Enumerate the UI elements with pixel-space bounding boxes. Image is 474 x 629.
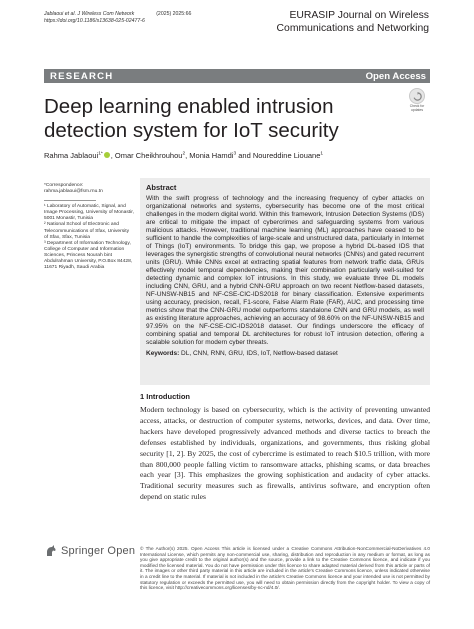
publisher-logo bbox=[44, 544, 135, 558]
keywords-list: DL, CNN, RNN, GRU, IDS, IoT, Netflow-based dataset bbox=[181, 350, 338, 358]
article-type-label: RESEARCH bbox=[50, 71, 114, 82]
author-1-affil: 1* bbox=[98, 151, 103, 157]
check-for-updates-icon bbox=[409, 88, 425, 104]
running-header bbox=[44, 11, 191, 25]
author-2-affil: 2 bbox=[182, 151, 186, 157]
affiliation-2: ² National School of Electronic and Telecommunications of Sfax, University of Sfax, Sfax, Tunisia bbox=[44, 222, 130, 240]
article-type-band bbox=[44, 69, 430, 83]
citation: Jablaoui et al. J Wireless Com Network bbox=[44, 11, 135, 17]
journal-name-line2: Communications and Networking bbox=[276, 22, 429, 34]
journal-name-line1: EURASIP Journal on Wireless bbox=[289, 10, 429, 21]
orcid-icon[interactable] bbox=[104, 152, 110, 158]
keywords-label: Keywords: bbox=[146, 350, 180, 358]
author-list bbox=[44, 151, 323, 160]
affiliation-3: ³ Department of Information Technology, College of Computer and Information Sciences, Princess Nourah bint Abdulrahman University, P.O.Box 84428, 11671 Riyadh, Saudi Arabia bbox=[44, 240, 133, 271]
citation-year: (2025) 2025:66 bbox=[156, 11, 192, 17]
author-3[interactable]: , Monia Hamdi bbox=[185, 151, 234, 160]
springer-horse-icon bbox=[44, 544, 58, 558]
author-2[interactable]: , Omar Cheikhrouhou bbox=[110, 151, 183, 160]
license-text: © The Author(s) 2025. Open Access This article is licensed under a Creative Commons Attribution-NonCommercial-NoDerivatives 4.0 International License, which permits any non-commercial use, sharing, distribution and reproduction in any medium or format, as long as you give appropriate credit to the original author(s) and the source, provide a link to the Creative Commons licence, and indicate if you modified the licensed material. You do not have permission under this licence to share adapted material derived from this article or parts of it. The images or other third party material in this article are included in the article's Creative Commons licence, unless indicated otherwise in a credit line to the material. If material is not included in the article's Creative Commons licence and your intended use is not permitted by statutory regulation or exceeds the permitted use, you will need to obtain permission directly from the copyright holder. To view a copy of this licence, visit http://creativecommons.org/licenses/by-nc-nd/4.0/. bbox=[140, 546, 430, 591]
sidebar-divider bbox=[44, 200, 96, 201]
abstract-heading: Abstract bbox=[146, 183, 177, 192]
author-1[interactable]: Rahma Jablaoui bbox=[44, 151, 99, 160]
doi-link[interactable]: https://doi.org/10.1186/s13638-025-02477-6 bbox=[44, 18, 145, 24]
check-for-updates-badge[interactable] bbox=[406, 88, 428, 113]
abstract-text: With the swift progress of technology and the increasing frequency of cyber attacks on organizational networks and systems, cybersecurity has become one of the most critical challenges in the modern digital world. Within this framework, Intrusion Detection Systems (IDS) are critical to mitigate the impact of cybercrimes and safeguarding systems from various malicious attacks. However, traditional machine learning (ML) approaches have ceased to be sufficient to handle the complexities of large-scale and unstructured data, particularly in Internet of Things (IoT) environments. To bridge this gap, we propose a hybrid DL-based IDS that leverages the synergistic strengths of convolutional neural networks (CNNs) and gated recurrent units (GRU). While CNNs excel at extracting spatial features from network traffic data, GRUs effectively model temporal dependencies, making their combination particularly well-suited for detecting dynamic and complex IoT intrusions. In this study, we evaluate three DL models including CNN, GRU, and a hybrid CNN-GRU approach on two recent Netflow-based datasets, NF-UNSW-NB15 and NF-CSE-CIC-IDS2018 for binary classification. Extensive experiments using accuracy, precision, recall, F1-score, False Alarm Rate (FAR), AUC, and processing time metrics show that the CNN-GRU model outperforms standalone CNN and GRU models, as well as existing literature approaches, achieving an accuracy of 98.60% on the NF-UNSW-NB15 and 97.95% on the NF-CSE-CIC-IDS2018 dataset. Our findings underscore the efficacy of combining spatial and temporal DL architectures for robust IoT intrusion detection, offering a scalable solution for modern cyber threats. bbox=[146, 195, 424, 347]
author-3-affil: 3 bbox=[233, 151, 237, 157]
keywords bbox=[146, 350, 424, 358]
author-4[interactable]: and Noureddine Liouane bbox=[236, 151, 321, 160]
article-title: Deep learning enabled intrusion detection system for IoT security bbox=[44, 95, 339, 142]
publisher-name: Springer Open bbox=[61, 545, 136, 557]
introduction-text: Modern technology is based on cybersecurity, which is the activity of preventing unwanted access, attacks, or destruction of computer systems, networks, devices, and data. Over time, hackers have developed progressively advanced methods and diverse tactics to breach the defenses established by individuals, organizations, and governments, thus risking global security [1, 2]. By 2025, the cost of cybercrime is estimated to reach $10.5 trillion, with more than 800,000 people falling victim to ransomware attacks, phishing scams, or data breaches each year [3]. This emphasizes the growing sophistication and audacity of cyber attacks. Traditional security measures such as firewalls, antivirus software, and encryption often depend on static rules bbox=[140, 405, 430, 502]
correspondence-email[interactable]: rahma.jablaoui@fsm.rnu.tn bbox=[44, 189, 103, 195]
author-4-affil: 1 bbox=[320, 151, 324, 157]
journal-name bbox=[229, 10, 429, 35]
affiliation-1: ¹ Laboratory of Automatic, Signal, and Image Processing, University of Monastir, 5001 Monastir, Tunisia bbox=[44, 204, 134, 222]
affiliations-sidebar bbox=[44, 183, 134, 271]
abstract-box bbox=[140, 178, 430, 385]
section-heading-introduction: 1 Introduction bbox=[140, 392, 190, 401]
correspondence-label: *Correspondence: bbox=[44, 183, 84, 188]
open-access-label: Open Access bbox=[365, 71, 426, 82]
check-for-updates-text: Check for updates bbox=[409, 104, 425, 112]
